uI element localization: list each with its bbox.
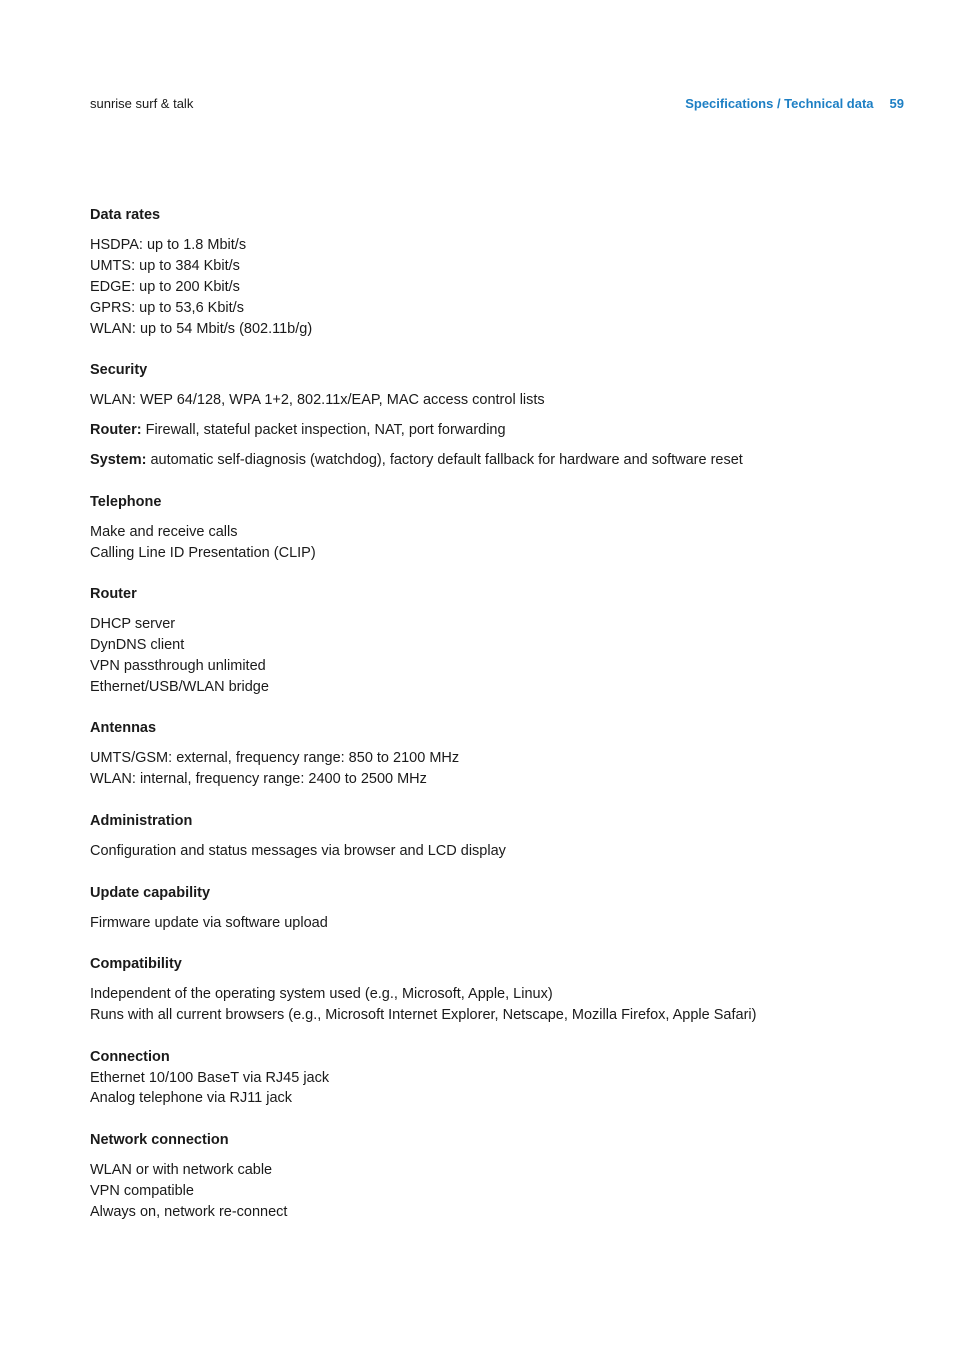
security-system-label: System:	[90, 452, 147, 468]
data-rate-line: EDGE: up to 200 Kbit/s	[90, 279, 240, 295]
data-rate-line: UMTS: up to 384 Kbit/s	[90, 258, 240, 274]
router-line: VPN passthrough unlimited	[90, 658, 266, 674]
security-system	[90, 452, 743, 468]
section-heading-router: Router	[90, 586, 137, 602]
network-line: WLAN or with network cable	[90, 1162, 273, 1178]
security-router-label: Router:	[90, 422, 142, 438]
antennas-line: UMTS/GSM: external, frequency range: 850 to 2100 MHz	[90, 750, 460, 766]
telephone-line: Calling Line ID Presentation (CLIP)	[90, 545, 316, 561]
section-heading-administration: Administration	[90, 813, 193, 829]
security-wlan: WLAN: WEP 64/128, WPA 1+2, 802.11x/EAP, MAC access control lists	[90, 392, 545, 408]
section-heading-telephone: Telephone	[90, 494, 162, 510]
section-heading-data-rates: Data rates	[90, 207, 161, 223]
section-heading-network: Network connection	[90, 1132, 229, 1148]
section-heading-antennas: Antennas	[90, 720, 157, 736]
header-section-title: Specifications / Technical data	[685, 96, 874, 111]
section-heading-update: Update capability	[90, 885, 211, 901]
security-router	[90, 422, 506, 438]
telephone-line: Make and receive calls	[90, 524, 238, 540]
compatibility-line: Runs with all current browsers (e.g., Microsoft Internet Explorer, Netscape, Mozilla Firefox, Apple Safari)	[90, 1007, 757, 1023]
network-line: VPN compatible	[90, 1183, 194, 1199]
compatibility-line: Independent of the operating system used (e.g., Microsoft, Apple, Linux)	[90, 986, 553, 1002]
section-heading-compatibility: Compatibility	[90, 956, 182, 972]
antennas-line: WLAN: internal, frequency range: 2400 to 2500 MHz	[90, 771, 427, 787]
router-line: Ethernet/USB/WLAN bridge	[90, 679, 269, 695]
header-doc-title: sunrise surf & talk	[90, 96, 194, 111]
section-heading-security: Security	[90, 362, 148, 378]
section-heading-connection: Connection	[90, 1049, 170, 1065]
network-line: Always on, network re-connect	[90, 1204, 288, 1220]
page-number: 59	[889, 96, 904, 111]
data-rate-line: GPRS: up to 53,6 Kbit/s	[90, 300, 244, 316]
router-line: DynDNS client	[90, 637, 185, 653]
header-section	[685, 96, 904, 111]
security-router-text: Firewall, stateful packet inspection, NAT, port forwarding	[141, 422, 506, 438]
data-rate-line: HSDPA: up to 1.8 Mbit/s	[90, 237, 247, 253]
security-system-text: automatic self-diagnosis (watchdog), factory default fallback for hardware and software reset	[146, 452, 743, 468]
data-rate-line: WLAN: up to 54 Mbit/s (802.11b/g)	[90, 321, 313, 337]
router-line: DHCP server	[90, 616, 176, 632]
connection-line: Analog telephone via RJ11 jack	[90, 1090, 293, 1106]
administration-line: Configuration and status messages via browser and LCD display	[90, 843, 506, 859]
connection-line: Ethernet 10/100 BaseT via RJ45 jack	[90, 1070, 330, 1086]
update-line: Firmware update via software upload	[90, 915, 328, 931]
